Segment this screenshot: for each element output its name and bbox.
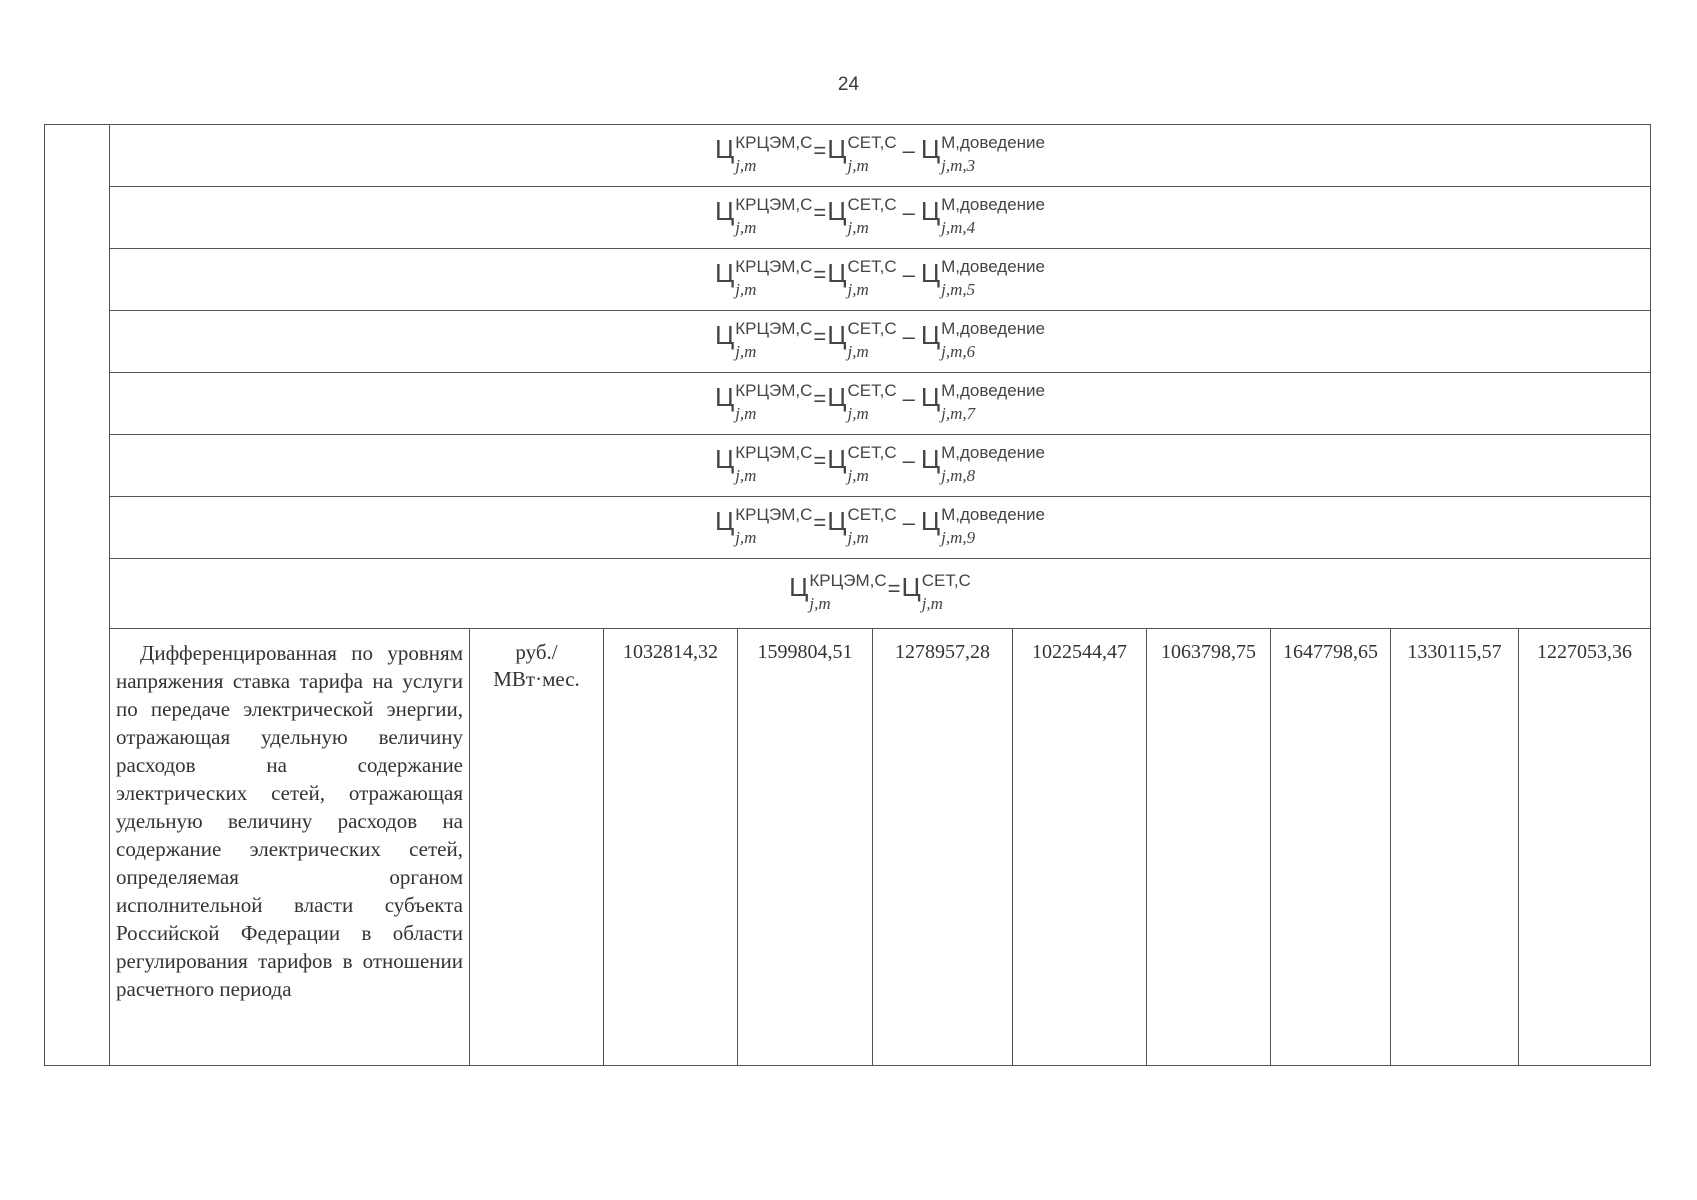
formula-symbol: Ц [827, 133, 847, 164]
formula-symbol: Ц [714, 443, 735, 474]
formula-superscript: КРЦЭМ,С [735, 132, 813, 152]
formula-symbol: Ц [714, 319, 735, 350]
row-number-column [45, 125, 110, 1065]
tariff-data-row [110, 629, 1650, 1065]
value-cell: 1022544,47 [1013, 629, 1147, 1065]
value-cell: 1063798,75 [1147, 629, 1271, 1065]
formula-subscript: j,m [847, 217, 869, 237]
formula-superscript: СЕТ,С [847, 132, 897, 152]
formula-superscript: СЕТ,С [847, 380, 897, 400]
formula-row [110, 559, 1650, 629]
formula-superscript: М,доведение [941, 504, 1046, 524]
formula-operator: = [813, 447, 827, 473]
formula-symbol: Ц [920, 319, 941, 350]
formula-subscript: j,m [847, 403, 869, 423]
formula-superscript: КРЦЭМ,С [735, 504, 813, 524]
formula [715, 382, 1045, 426]
formula-superscript: СЕТ,С [847, 318, 897, 338]
formula-symbol: Ц [714, 133, 735, 164]
formula-superscript: КРЦЭМ,С [735, 194, 813, 214]
formula-row [110, 187, 1650, 249]
formula [715, 444, 1045, 488]
formula-superscript: КРЦЭМ,С [735, 318, 813, 338]
formula-symbol: Ц [714, 257, 735, 288]
formula-superscript: М,доведение [941, 318, 1046, 338]
formula-operator: = [813, 199, 827, 225]
formula-operator: – [902, 199, 915, 225]
formula-symbol: Ц [714, 195, 735, 226]
formula-subscript: j,m,4 [941, 217, 976, 237]
formula-subscript: j,m [847, 465, 869, 485]
page-number: 24 [837, 74, 860, 95]
formula-superscript: М,доведение [941, 256, 1046, 276]
formula-operator: – [902, 261, 915, 287]
formula-subscript: j,m [735, 279, 757, 299]
formula-superscript: М,доведение [941, 442, 1046, 462]
formula-symbol: Ц [827, 257, 847, 288]
formula-subscript: j,m [735, 155, 757, 175]
formula-symbol: Ц [789, 571, 809, 602]
value-cell: 1647798,65 [1271, 629, 1391, 1065]
formula-superscript: СЕТ,С [847, 194, 897, 214]
formula-row [110, 497, 1650, 559]
value-cell: 1330115,57 [1391, 629, 1519, 1065]
formula-symbol: Ц [920, 381, 941, 412]
formula-subscript: j,m,5 [941, 279, 976, 299]
formula-symbol: Ц [920, 443, 941, 474]
formula-subscript: j,m [735, 341, 757, 361]
value-cell: 1227053,36 [1537, 641, 1632, 663]
formula-superscript: М,доведение [941, 380, 1046, 400]
formula-symbol: Ц [920, 505, 941, 536]
formula-subscript: j,m [847, 155, 869, 175]
formula-subscript: j,m,7 [941, 403, 976, 423]
formula-symbol: Ц [714, 381, 735, 412]
formula-subscript: j,m [921, 593, 943, 613]
formula-superscript: КРЦЭМ,С [735, 256, 813, 276]
formula-subscript: j,m [847, 279, 869, 299]
formula-subscript: j,m [735, 527, 757, 547]
formula-operator: – [902, 137, 915, 163]
value-cell: 1599804,51 [738, 629, 873, 1065]
formula-operator: = [813, 385, 827, 411]
formula-row [110, 373, 1650, 435]
formula-superscript: СЕТ,С [847, 504, 897, 524]
formula-operator: = [813, 261, 827, 287]
formula-subscript: j,m,6 [941, 341, 976, 361]
tariff-table [44, 124, 1651, 1066]
formula-symbol: Ц [920, 133, 941, 164]
formula-row [110, 125, 1650, 187]
formula-operator: – [902, 447, 915, 473]
formula-symbol: Ц [827, 381, 847, 412]
formula-row [110, 435, 1650, 497]
formula-operator: = [813, 137, 827, 163]
formula-subscript: j,m [809, 593, 831, 613]
formula-symbol: Ц [827, 319, 847, 350]
formula-operator: = [887, 575, 901, 601]
formula-subscript: j,m,3 [941, 155, 976, 175]
formula-subscript: j,m [735, 217, 757, 237]
formula-row [110, 311, 1650, 373]
formula [715, 196, 1045, 240]
formula [789, 572, 971, 616]
formula-superscript: КРЦЭМ,С [735, 442, 813, 462]
formula-symbol: Ц [827, 195, 847, 226]
formula-operator: – [902, 323, 915, 349]
formula-subscript: j,m [735, 465, 757, 485]
value-cell: 1278957,28 [873, 629, 1013, 1065]
formula [715, 506, 1045, 550]
unit-cell: руб./ МВт·мес. [470, 629, 604, 1065]
formula [715, 320, 1045, 364]
formula-symbol: Ц [901, 571, 921, 602]
formula-subscript: j,m [735, 403, 757, 423]
formula [715, 258, 1045, 302]
formula-subscript: j,m [847, 341, 869, 361]
formula-superscript: СЕТ,С [847, 256, 897, 276]
formula-superscript: КРЦЭМ,С [809, 570, 887, 590]
formula-row [110, 249, 1650, 311]
formula-symbol: Ц [714, 505, 735, 536]
formula-symbol: Ц [920, 195, 941, 226]
formula-symbol: Ц [920, 257, 941, 288]
formula-subscript: j,m [847, 527, 869, 547]
formula-superscript: М,доведение [941, 132, 1046, 152]
formula [715, 134, 1045, 178]
formula-subscript: j,m,9 [941, 527, 976, 547]
formula-symbol: Ц [827, 505, 847, 536]
formula-symbol: Ц [827, 443, 847, 474]
formula-subscript: j,m,8 [941, 465, 976, 485]
tariff-description: Дифференцированная по уровням напряжения ставка тарифа на услуги по передаче электрической энергии, отражающая удельную величину расходов на содержание электрических сетей, отражающая удельную величину расходов на содержание электрических сетей, определяемая органом исполнительной власти субъекта Российской Федерации в области регулирования тарифов в отношении расчетного периода [110, 629, 470, 1065]
formula-superscript: СЕТ,С [847, 442, 897, 462]
formula-superscript: СЕТ,С [921, 570, 971, 590]
formula-superscript: КРЦЭМ,С [735, 380, 813, 400]
formula-operator: = [813, 323, 827, 349]
formula-operator: – [902, 509, 915, 535]
formula-superscript: М,доведение [941, 194, 1046, 214]
formula-operator: – [902, 385, 915, 411]
value-cell: 1032814,32 [604, 629, 738, 1065]
formula-operator: = [813, 509, 827, 535]
